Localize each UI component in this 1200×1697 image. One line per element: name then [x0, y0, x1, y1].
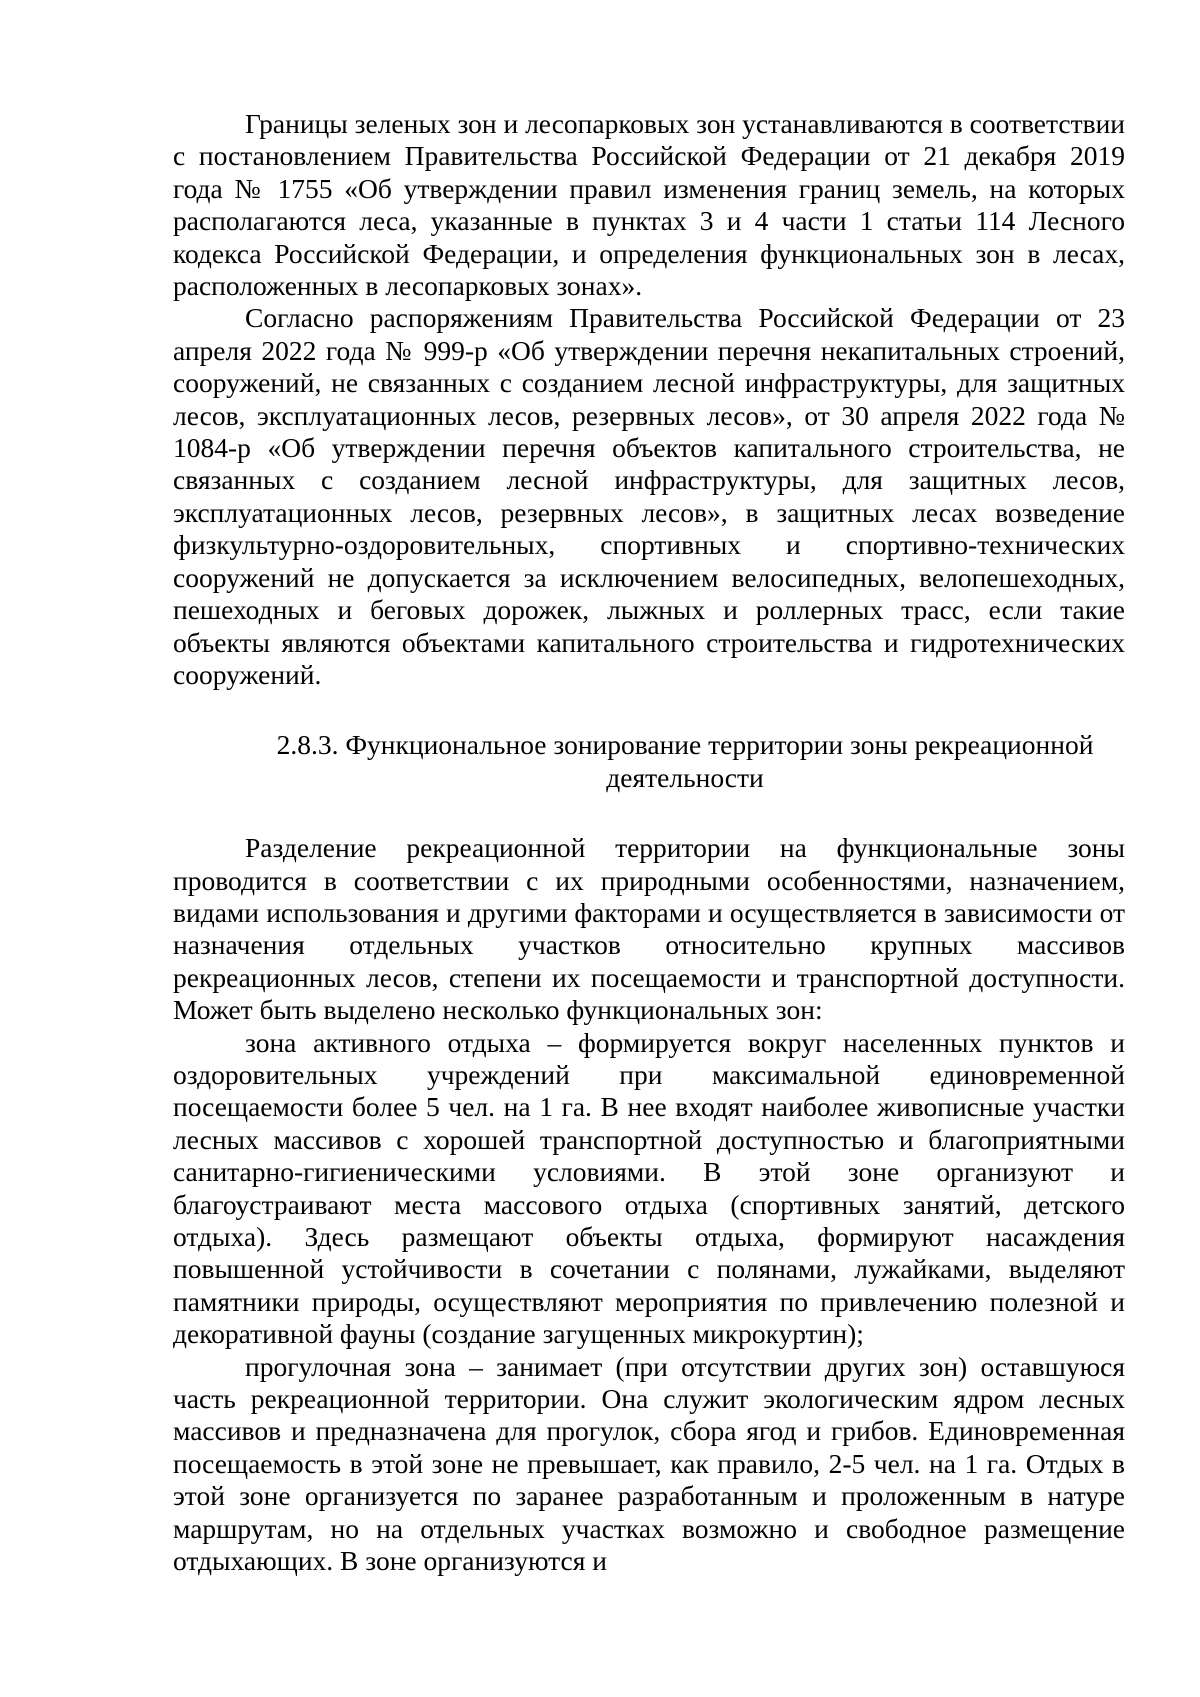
paragraph-active-recreation-zone: зона активного отдыха – формируется вокруг населенных пунктов и оздоровительных учреждений при максимальной единовременной посещаемости более 5 чел. на 1 га. В нее входят наиболее живописные участки лесных массивов с хорошей транспортной доступностью и благоприятными санитарно-гигиеническими условиями. В этой зоне организуют и благоустраивают места массового отдыха (спортивных занятий, детского отдыха). Здесь размещают объекты отдыха, формируют насаждения повышенной устойчивости в сочетании с полянами, лужайками, выделяют памятники природы, осуществляют мероприятия по привлечению полезной и декоративной фауны (создание загущенных микрокуртин); — [173, 1026, 1125, 1350]
paragraph-recreational-zoning: Разделение рекреационной территории на функциональные зоны проводится в соответствии с их природными особенностями, назначением, видами использования и другими факторами и осуществляется в зависимости от назначения отдельных участков относительно крупных массивов рекреационных лесов, степени их посещаемости и транспортной доступности. Может быть выделено несколько функциональных зон: — [173, 832, 1125, 1026]
section-spacer — [173, 794, 1125, 832]
section-heading: 2.8.3. Функциональное зонирование территории зоны рекреационной деятельности — [276, 729, 1094, 793]
paragraph-walking-zone: прогулочная зона – занимает (при отсутствии других зон) оставшуюся часть рекреационной территории. Она служит экологическим ядром лесных массивов и предназначена для прогулок, сбора ягод и грибов. Единовременная посещаемость в этой зоне не превышает, как правило, 2-5 чел. на 1 га. Отдых в этой зоне организуется по заранее разработанным и проложенным в натуре маршрутам, но на отдельных участках возможно и свободное размещение отдыхающих. В зоне организуются и — [173, 1350, 1125, 1577]
paragraph-government-orders: Согласно распоряжениям Правительства Российской Федерации от 23 апреля 2022 года № 999-р «Об утверждении перечня некапитальных строений, сооружений, не связанных с созданием лесной инфраструктуры, для защитных лесов, эксплуатационных лесов, резервных лесов», от 30 апреля 2022 года № 1084-р «Об утверждении перечня объектов капитального строительства, не связанных с созданием лесной инфраструктуры, для защитных лесов, эксплуатационных лесов, резервных лесов», в защитных лесах возведение физкультурно-оздоровительных, спортивных и спортивно-технических сооружений не допускается за исключением велосипедных, велопешеходных, пешеходных и беговых дорожек, лыжных и роллерных трасс, если такие объекты являются объектами капитального строительства и гидротехнических сооружений. — [173, 302, 1125, 690]
document-page — [173, 108, 1125, 1577]
paragraph-green-zone-boundaries: Границы зеленых зон и лесопарковых зон устанавливаются в соответствии с постановлением Правительства Российской Федерации от 21 декабря 2019 года № 1755 «Об утверждении правил изменения границ земель, на которых располагаются леса, указанные в пунктах 3 и 4 части 1 статьи 114 Лесного кодекса Российской Федерации, и определения функциональных зон в лесах, расположенных в лесопарковых зонах». — [173, 108, 1125, 302]
